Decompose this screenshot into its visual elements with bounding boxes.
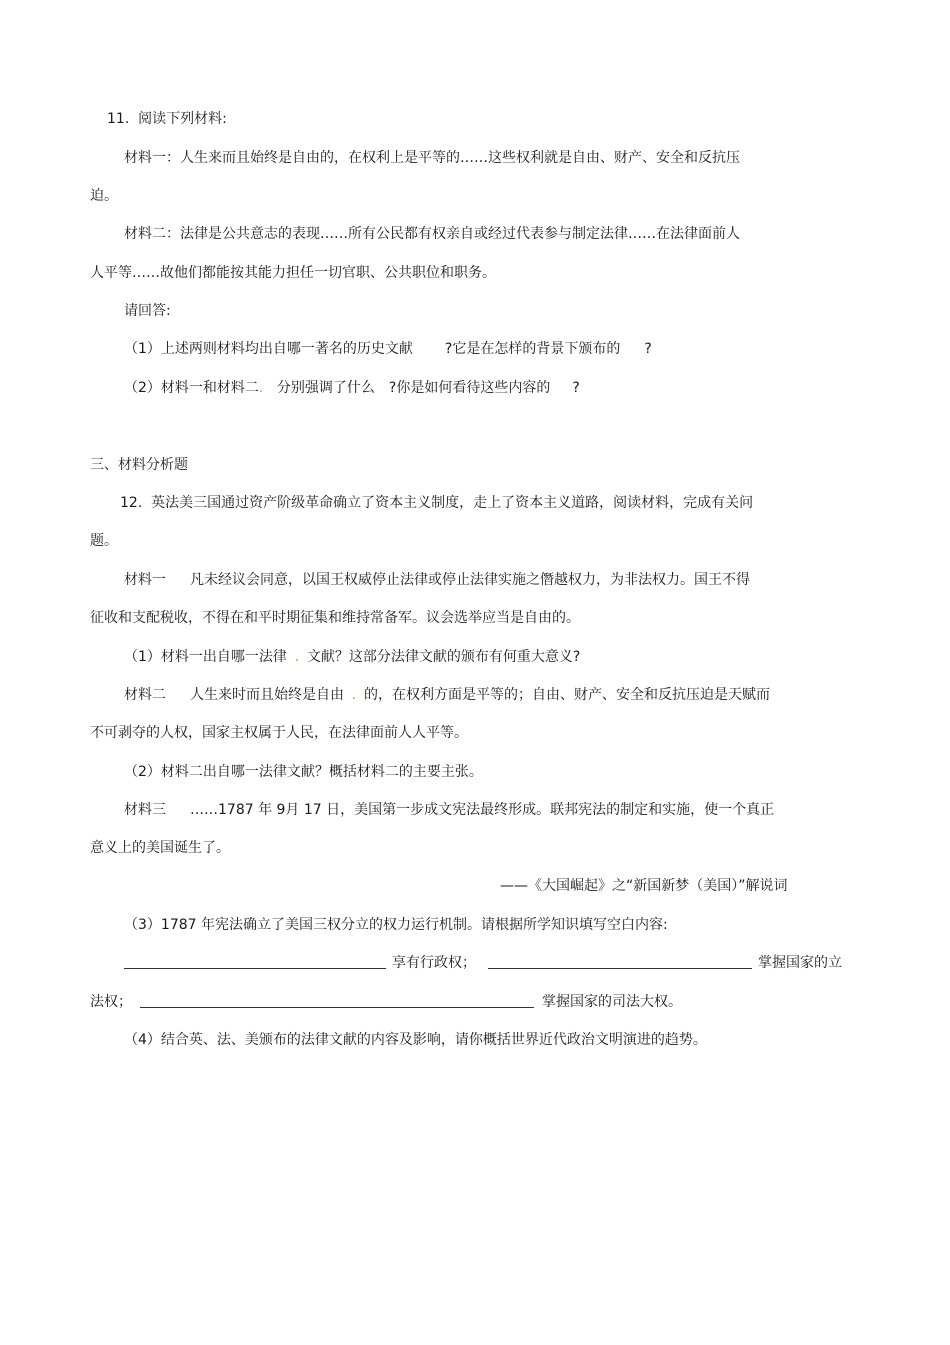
- answer-mark: .: [294, 649, 300, 665]
- q11-material2-line1: 材料二：法律是公共意志的表现……所有公民都有权亲自或经过代表参与制定法律……在法律面前人: [124, 226, 740, 242]
- q12-material3-line2: 意义上的美国诞生了。: [90, 840, 230, 856]
- executive-blank[interactable]: [124, 954, 386, 969]
- answer-mark: .: [258, 380, 264, 396]
- q11-material1-line1: 材料一：人生来而且始终是自由的，在权利上是平等的……这些权利就是自由、财产、安全和反抗压: [124, 150, 740, 166]
- judicial-blank[interactable]: [140, 993, 534, 1008]
- q11-subquestion-1: （1）上述两则材料均出自哪一著名的历史文献 ?它是在怎样的背景下颁布的 ?: [124, 341, 652, 357]
- q12-intro-line1: 12. 英法美三国通过资产阶级革命确立了资本主义制度，走上了资本主义道路，阅读材料，完成有关问: [120, 495, 754, 511]
- q12-fill-line1: 享有行政权； 掌握国家的立: [124, 954, 842, 972]
- q12-fill-line2: 法权； 掌握国家的司法大权。: [90, 994, 682, 1010]
- q12-subquestion-1: （1）材料一出自哪一法律 . 文献？这部分法律文献的颁布有何重大意义?: [124, 649, 581, 665]
- q11-material1-line2: 迫。: [90, 188, 118, 204]
- q12-material2-line2: 不可剥夺的人权，国家主权属于人民，在法律面前人人平等。: [90, 725, 468, 741]
- q11-title: 11. 阅读下列材料:: [107, 111, 227, 127]
- legislative-blank[interactable]: [488, 954, 752, 969]
- q12-subquestion-2: （2）材料二出自哪一法律文献？概括材料二的主要主张。: [124, 764, 483, 780]
- q12-material3-line1: 材料三 ……1787 年 9月 17 日，美国第一步成文宪法最终形成。联邦宪法的制定和实施，使一个真正: [124, 802, 775, 818]
- q11-material2-line2: 人平等……故他们都能按其能力担任一切官职、公共职位和职务。: [90, 265, 496, 281]
- answer-mark: .: [351, 687, 357, 703]
- q12-subquestion-4: （4）结合英、法、美颁布的法律文献的内容及影响，请你概括世界近代政治文明演进的趋势。: [124, 1032, 707, 1048]
- q12-subquestion-3: （3）1787 年宪法确立了美国三权分立的权力运行机制。请根据所学知识填写空白内容:: [124, 917, 668, 933]
- q12-material3-source: ——《大国崛起》之“新国新梦（美国）”解说词: [500, 878, 788, 894]
- q11-subquestion-2: （2）材料一和材料二. 分别强调了什么 ?你是如何看待这些内容的 ?: [124, 380, 580, 396]
- section-3-heading: 三、材料分析题: [90, 457, 188, 473]
- q12-material1-line1: 材料一 凡未经议会同意，以国王权威停止法律或停止法律实施之僭越权力，为非法权力。国王不得: [124, 572, 750, 588]
- q11-prompt: 请回答:: [124, 303, 171, 319]
- q12-material1-line2: 征收和支配税收，不得在和平时期征集和维持常备军。议会选举应当是自由的。: [90, 610, 580, 626]
- q12-material2-line1: 材料二 人生来时而且始终是自由 . 的，在权利方面是平等的；自由、财产、安全和反抗压迫是天赋而: [124, 687, 770, 703]
- q12-intro-line2: 题。: [90, 533, 118, 549]
